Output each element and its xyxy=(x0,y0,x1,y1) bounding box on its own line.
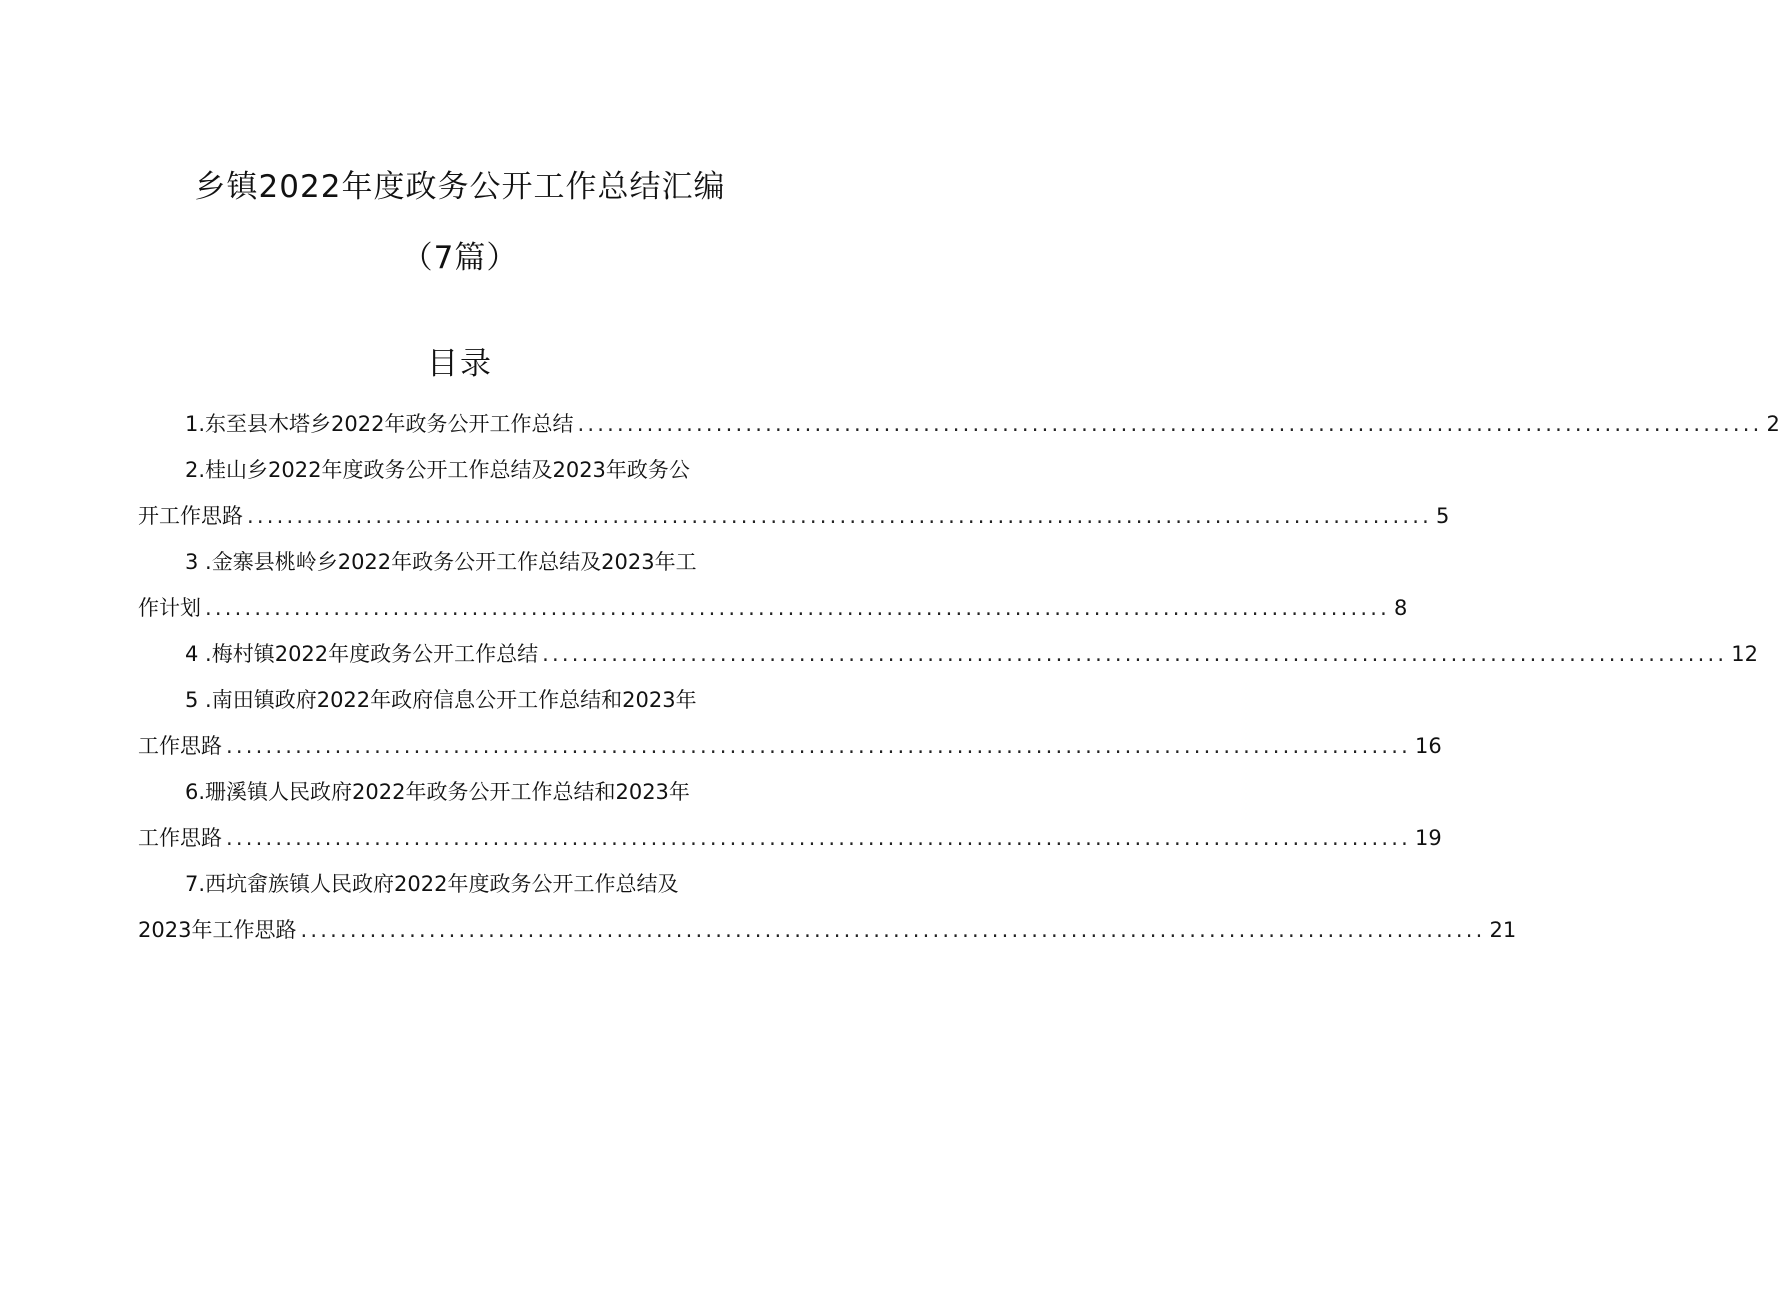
toc-entry-text: 开工作思路 xyxy=(138,504,243,528)
toc-entry-text: 6.珊溪镇人民政府2022年政务公开工作总结和2023年 xyxy=(185,780,690,804)
toc-leader-dots: ........................................................................................................................ xyxy=(247,504,1433,528)
toc-entry-4[interactable] xyxy=(138,639,1758,669)
toc-entry-text: 作计划 xyxy=(138,596,201,620)
toc-entry-text: 工作思路 xyxy=(138,734,222,758)
document-subtitle: （7篇） xyxy=(401,240,519,276)
toc-entry-5[interactable] xyxy=(138,685,774,715)
toc-leader-dots: ........................................................................................................................ xyxy=(577,412,1763,436)
toc-entry-5-cont[interactable] xyxy=(138,731,1442,761)
toc-entry-text: 2023年工作思路 xyxy=(138,918,297,942)
document-title: 乡镇2022年度政务公开工作总结汇编 xyxy=(194,169,726,205)
toc-page-number: 21 xyxy=(1489,918,1517,942)
toc-entry-7[interactable] xyxy=(138,869,774,899)
toc-entry-text: 1.东至县木塔乡2022年政务公开工作总结 xyxy=(185,412,574,436)
toc-page-number: 12 xyxy=(1731,642,1758,666)
toc-entry-3-cont[interactable] xyxy=(138,593,1408,623)
toc-heading: 目录 xyxy=(427,346,493,382)
toc-leader-dots: ........................................................................................................................ xyxy=(300,918,1486,942)
toc-entry-text: 5 .南田镇政府2022年政府信息公开工作总结和2023年 xyxy=(185,688,697,712)
toc-entry-6[interactable] xyxy=(138,777,774,807)
toc-leader-dots: ........................................................................................................................ xyxy=(205,596,1391,620)
toc-entry-3[interactable] xyxy=(138,547,774,577)
toc-entry-text: 4 .梅村镇2022年度政务公开工作总结 xyxy=(185,642,539,666)
toc-entry-text: 工作思路 xyxy=(138,826,222,850)
toc-entry-6-cont[interactable] xyxy=(138,823,1442,853)
toc-leader-dots: ........................................................................................................................ xyxy=(226,734,1412,758)
toc-page-number: 2 xyxy=(1766,412,1780,436)
toc-entry-text: 7.西坑畲族镇人民政府2022年度政务公开工作总结及 xyxy=(185,872,679,896)
toc-entry-7-cont[interactable] xyxy=(138,915,1517,945)
toc-entry-text: 3 .金寨县桃岭乡2022年政务公开工作总结及2023年工 xyxy=(185,550,697,574)
toc-entry-1[interactable] xyxy=(138,409,1780,439)
toc-entry-2[interactable] xyxy=(138,455,774,485)
toc-entry-text: 2.桂山乡2022年度政务公开工作总结及2023年政务公 xyxy=(185,458,690,482)
toc-page-number: 5 xyxy=(1436,504,1450,528)
toc-page-number: 8 xyxy=(1394,596,1408,620)
toc-page-number: 16 xyxy=(1415,734,1442,758)
toc-leader-dots: ........................................................................................................................ xyxy=(226,826,1412,850)
toc-entry-2-cont[interactable] xyxy=(138,501,1450,531)
toc-leader-dots: ........................................................................................................................ xyxy=(542,642,1728,666)
toc-page-number: 19 xyxy=(1415,826,1442,850)
